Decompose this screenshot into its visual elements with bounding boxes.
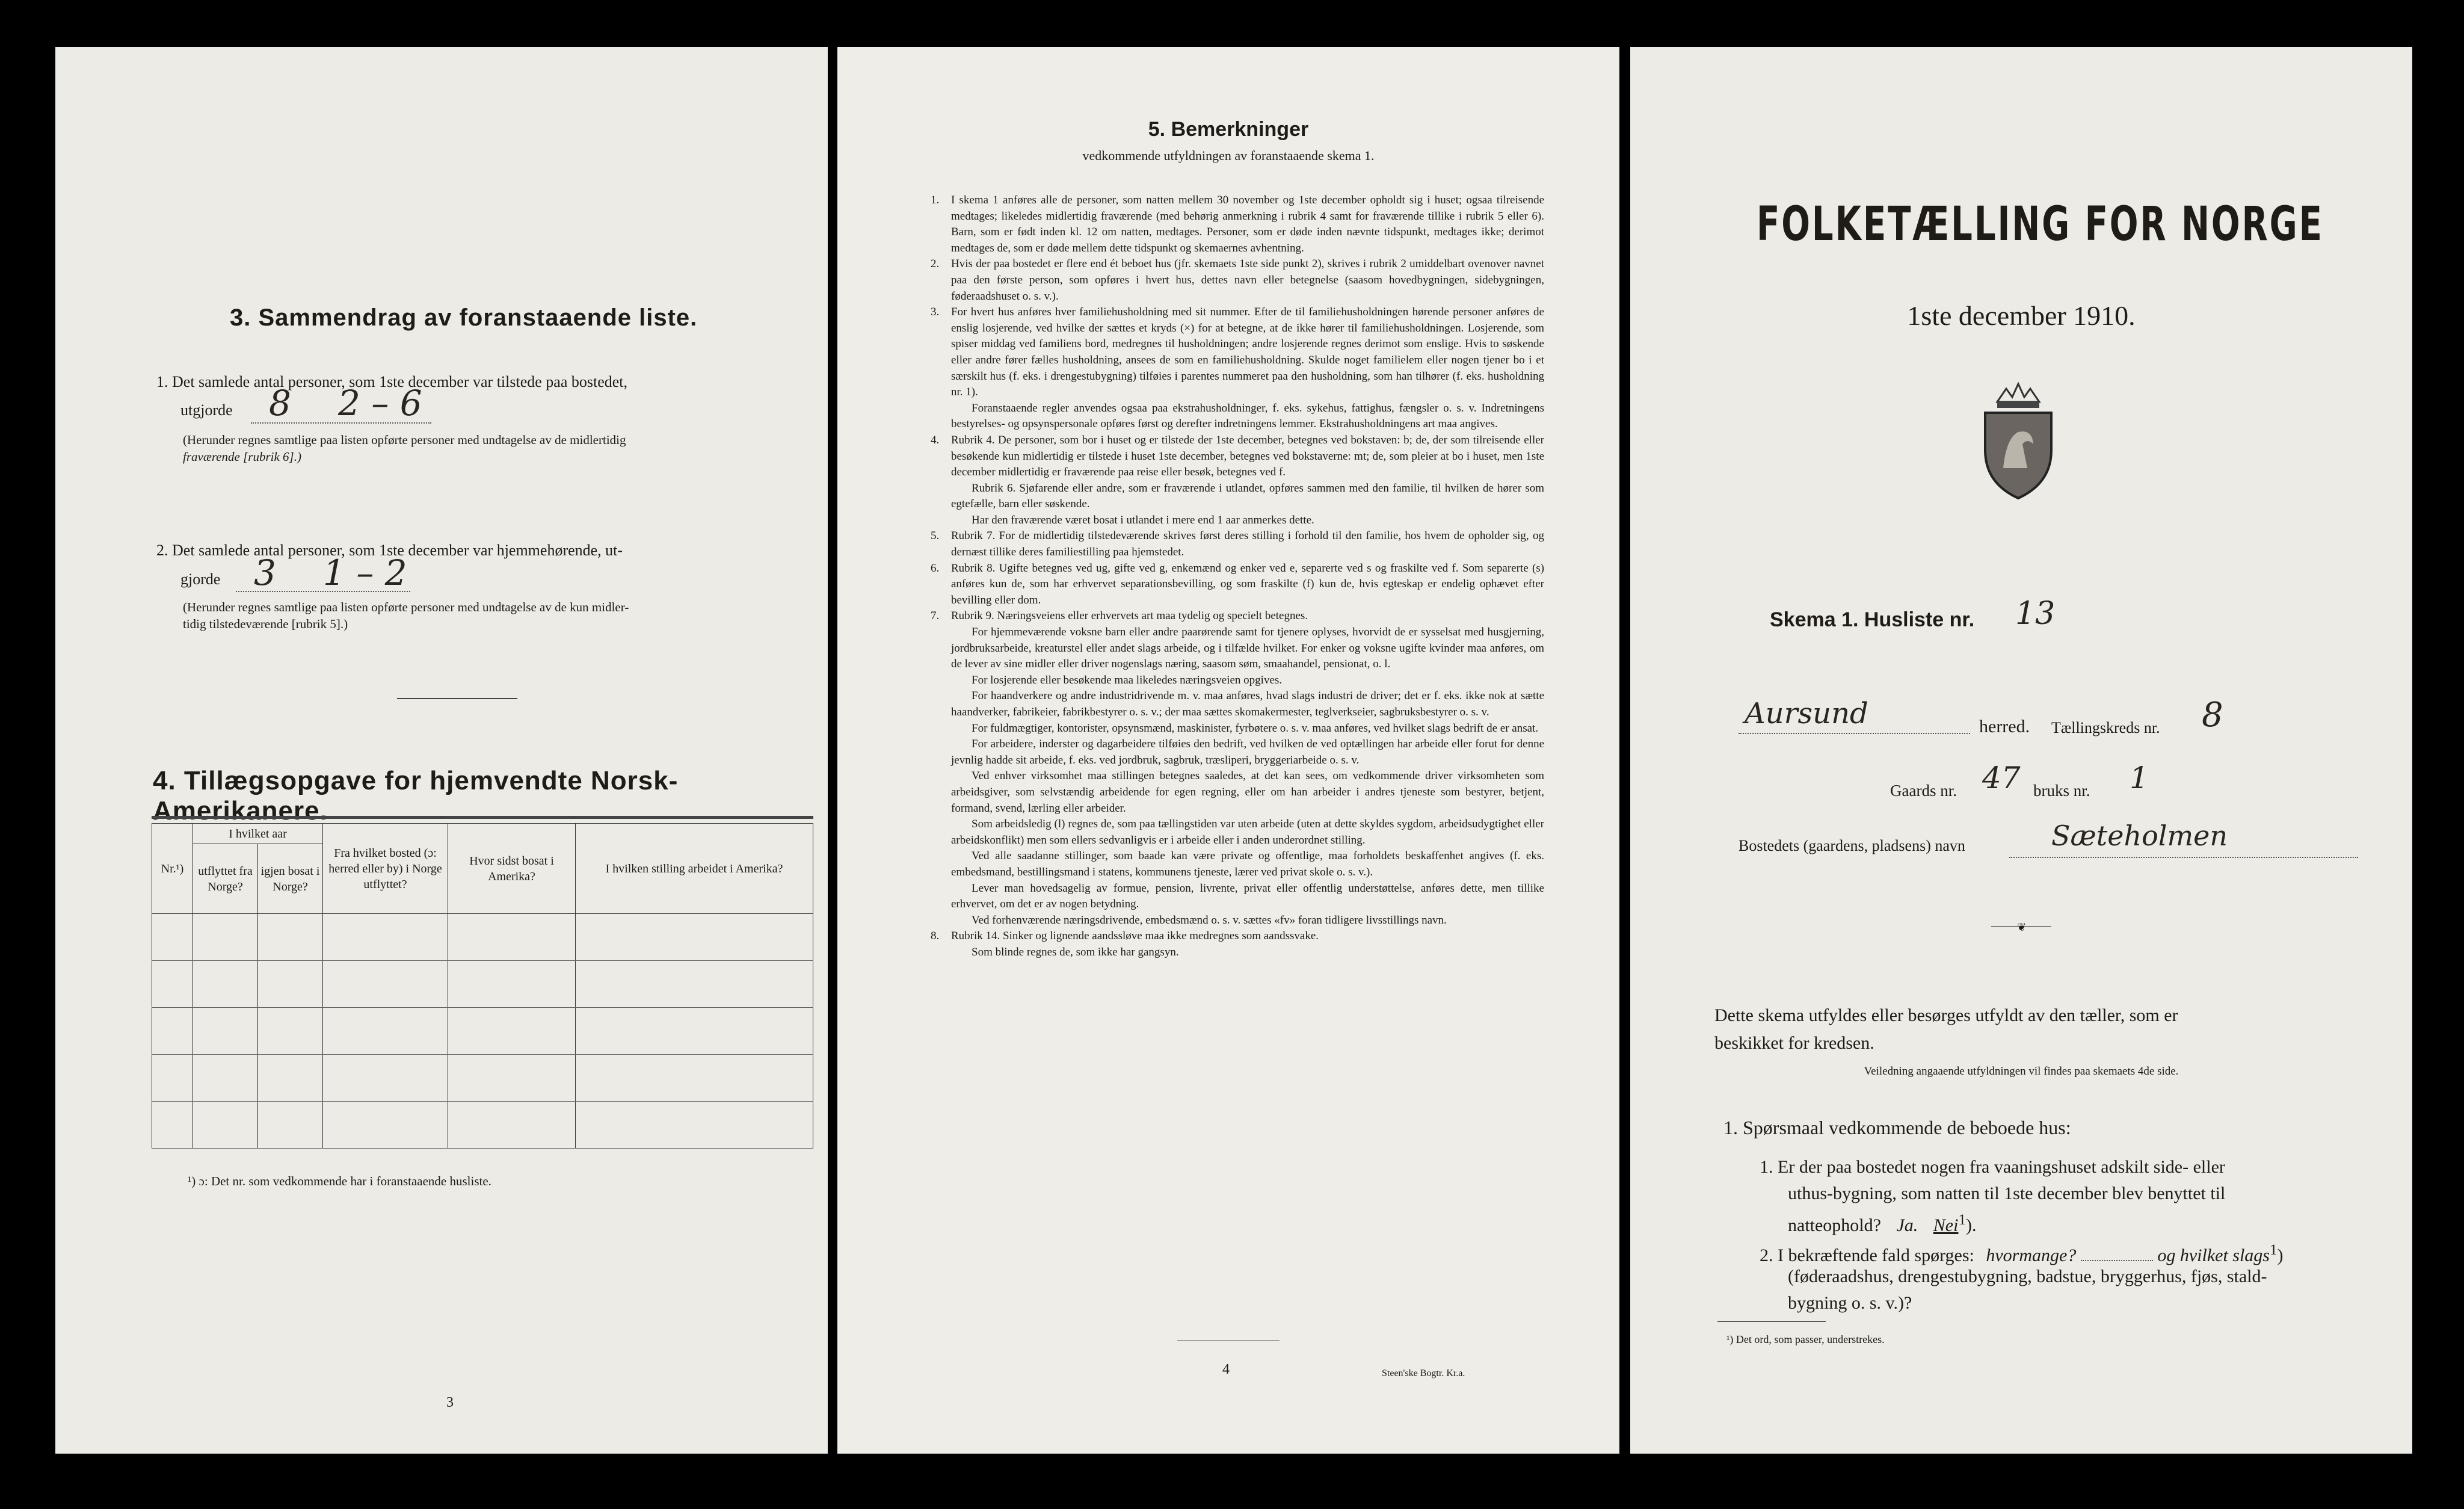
- table-rule: [152, 816, 813, 819]
- s3-item2-line: [236, 591, 410, 592]
- remark-paragraph: [931, 768, 1544, 816]
- col-nr: Nr.¹): [152, 824, 193, 914]
- q1-ja: Ja.: [1896, 1215, 1918, 1235]
- gaards-value: 47: [1982, 761, 2021, 795]
- q2-hvormange: hvormange?: [1986, 1245, 2077, 1265]
- remark-text: Foranstaaende regler anvendes ogsaa paa ekstrahusholdninger, f. eks. sykehus, fattighus, fængsler o. s. v. Indretningens bestyrelses- og opsynspersonale opføres først og derefter indretningens lemmer. Ekstrahusholdningens art maa angives.: [951, 401, 1544, 431]
- divider: [397, 698, 517, 699]
- remark-text: Hvis der paa bostedet er flere end ét beboet hus (jfr. skemaets 1ste side punkt 2), skrives i rubrik 2 umiddelbart ovenover navnet paa den første person, som opføres i hvert hus, dettes navn eller betegnelse (saasom hovedbygningen, sidebygningen, føderaadshuset o. s. v.).: [951, 258, 1544, 303]
- s3-item2-note-a: (Herunder regnes samtlige paa listen opførte personer med undtagelse av de kun midler-: [183, 600, 629, 614]
- col-stilling: I hvilken stilling arbeidet i Amerika?: [576, 824, 813, 914]
- remarks-title: 5. Bemerkninger: [1148, 118, 1309, 141]
- q1-line-c: natteophold? Ja. Nei$^1$).: [1788, 1212, 1977, 1235]
- remark-text: Har den fraværende været bosat i utlandet i mere end 1 aar anmerkes dette.: [972, 513, 1314, 526]
- remark-text: For losjerende eller besøkende maa likeledes næringsveien opgives.: [972, 673, 1283, 687]
- remark-paragraph: [931, 256, 1544, 304]
- col-bosted: Fra hvilket bosted (ɔ: herred eller by) i Norge utflyttet?: [323, 824, 448, 914]
- remark-paragraph: [931, 848, 1544, 880]
- s3-item1-value2: 2 – 6: [338, 383, 422, 424]
- page-right: [1630, 47, 2412, 1454]
- husliste-nr: 13: [2015, 596, 2056, 632]
- q1-text: natteophold?: [1788, 1215, 1881, 1235]
- remark-paragraph: [931, 673, 1544, 689]
- remark-paragraph: [931, 881, 1544, 913]
- q2-line-c: bygning o. s. v.)?: [1788, 1293, 1912, 1313]
- remark-number: 4.: [931, 433, 940, 446]
- remark-text: For hjemmeværende voksne barn eller andre paarørende samt for tjenere oplyses, hvorvidt de er sysselsat med husgjerning, jordbruksarbeide, kreaturstel eller andet slags arbeide, og i tilfælde hvilket. For enker og voksne ugifte kvinder maa anføres, om de lever av sine midler eller driver nogenslags næring, saasom søm, smaahandel, pensionat, o. l.: [951, 626, 1544, 671]
- footnote-rule: [1717, 1321, 1826, 1322]
- col-igjen: igjen bosat i Norge?: [258, 844, 323, 914]
- remark-paragraph: [931, 304, 1544, 401]
- q1-line-b: uthus-bygning, som natten til 1ste december blev benyttet til: [1788, 1183, 2226, 1203]
- right-footnote: ¹) Det ord, som passer, understrekes.: [1726, 1333, 1885, 1345]
- s4-footnote: ¹) ɔ: Det nr. som vedkommende har i foranstaaende husliste.: [188, 1174, 491, 1188]
- table-row: [152, 1102, 813, 1149]
- instruction-small: Veiledning angaaende utfyldningen vil findes paa skemaets 4de side.: [1864, 1065, 2179, 1078]
- s3-item2-prefix: gjorde: [180, 570, 221, 588]
- table-row: [152, 1055, 813, 1102]
- q2-text: 2. I bekræftende fald spørges:: [1760, 1245, 1974, 1265]
- gaards-label: Gaards nr.: [1890, 782, 1957, 800]
- remark-number: 8.: [931, 930, 940, 943]
- remark-text: Som blinde regnes de, som ikke har gangsyn.: [972, 945, 1179, 958]
- remark-paragraph: [931, 688, 1544, 720]
- s3-item1: 1. Det samlede antal personer, som 1ste december var tilstede paa bostedet,: [156, 373, 628, 390]
- q1-line-a: 1. Er der paa bostedet nogen fra vaaningshuset adskilt side- eller: [1760, 1157, 2225, 1177]
- table-row: [152, 1008, 813, 1055]
- remark-paragraph: [931, 816, 1544, 848]
- remark-paragraph: [931, 561, 1544, 609]
- remark-text: For arbeidere, inderster og dagarbeidere tilføies den bedrift, ved hvilken de ved optællingen har arbeide eller forut for denne jevnlig hadde sit arbeide, f. eks. ved jordbruk, sagbruk, træsliperi, bryggeriarbeide o. s. v.: [951, 738, 1544, 767]
- s3-item2: 2. Det samlede antal personer, som 1ste december var hjemmehørende, ut-: [156, 542, 623, 559]
- remark-paragraph: [931, 608, 1544, 625]
- q2-line-a: 2. I bekræftende fald spørges: hvormange? og hvilket slags$^1$): [1760, 1242, 2284, 1265]
- remark-paragraph: [931, 928, 1544, 945]
- bosted-line: [2009, 857, 2358, 858]
- remark-text: Rubrik 6. Sjøfarende eller andre, som er fraværende i utlandet, opføres sammen med den familie, til hvilken de hører som egtefælle, barn eller søskende.: [951, 481, 1544, 511]
- remark-text: I skema 1 anføres alle de personer, som natten mellem 30 november og 1ste december opholdt sig i huset; ogsaa tilreisende medtages; likeledes midlertidig fraværende (med behørig anmerkning i rubrik 4 samt for fraværende tillike i rubrik 5 eller 6). Barn, som er født inden kl. 12 om natten, medtages. Personer, som er døde inden nævnte tidspunkt, medtages ikke; derimot medtages de, som er døde mellem dette tidspunkt og skemaernes avhentning.: [951, 194, 1544, 255]
- page-number-left: 3: [446, 1395, 454, 1410]
- census-title: FOLKETÆLLING FOR NORGE: [1757, 197, 2324, 252]
- census-date: 1ste december 1910.: [1907, 300, 2136, 331]
- q2-slags: og hvilket slags: [2157, 1245, 2270, 1265]
- s3-item2-value2: 1 – 2: [323, 552, 407, 593]
- bosted-value: Sæteholmen: [2051, 819, 2228, 852]
- remark-text: For haandverkere og andre industridrivende m. v. maa anføres, hvad slags industri de driver; det er f. eks. ikke nok at sætte haandverker, fabrikeier, fabrikbestyrer o. s. v.; der maa sættes skomakermester, teglverkseier, sagbruksbestyrer o. s. v.: [951, 690, 1544, 718]
- remark-text: Rubrik 14. Sinker og lignende aandssløve maa ikke medregnes som aandssvake.: [951, 930, 1319, 943]
- remark-text: For fuldmægtiger, kontorister, opsynsmænd, maskinister, fyrbøtere o. s. v. maa anføres, ved hvilket slags bedrift de er ansat.: [972, 721, 1539, 735]
- remark-paragraph: [931, 528, 1544, 560]
- page-middle: [837, 47, 1619, 1454]
- remark-paragraph: [931, 513, 1544, 529]
- remark-paragraph: [931, 913, 1544, 929]
- page-number-mid: 4: [1222, 1362, 1230, 1377]
- remark-number: 3.: [931, 306, 940, 319]
- remarks-list: [931, 193, 1544, 961]
- kreds-label: Tællingskreds nr.: [2051, 719, 2160, 736]
- remark-text: Ved alle saadanne stillinger, som baade kan være private og offentlige, maa forholdets beskaffenhet angives (f. eks. embedsmand, bestillingsmand i statens, kommunens tjeneste, lærer ved privat skole o. s. v.).: [951, 850, 1544, 878]
- remark-paragraph: [931, 481, 1544, 513]
- s3-item2-note-b: tidig tilstedeværende [rubrik 5].): [183, 617, 348, 631]
- remark-paragraph: [931, 625, 1544, 673]
- col-amerika: Hvor sidst bosat i Amerika?: [448, 824, 576, 914]
- section4-title: 4. Tillægsopgave for hjemvendte Norsk-Amerikanere.: [153, 766, 679, 825]
- s3-item1-prefix: utgjorde: [180, 401, 233, 419]
- table-row: [152, 961, 813, 1008]
- q2-line-b: (føderaadshus, drengestubygning, badstue, bryggerhus, fjøs, stald-: [1788, 1267, 2267, 1286]
- remark-text: Som arbeidsledig (l) regnes de, som paa tællingstiden var uten arbeide (uten at dette skyldes sygdom, arbeidsudygtighet eller arbeidskonflikt) men som ellers sedvanligvis er i arbeide eller i anden underordnet stilling.: [951, 818, 1544, 847]
- remark-text: Rubrik 9. Næringsveiens eller erhvervets art maa tydelig og specielt betegnes.: [951, 609, 1308, 623]
- ornament-divider: ❦: [1991, 919, 2051, 934]
- bosted-label: Bostedets (gaardens, pladsens) navn: [1739, 837, 1965, 854]
- s3-item1-note-b: fraværende [rubrik 6].): [183, 449, 301, 464]
- remark-paragraph: [931, 401, 1544, 433]
- questions-heading: 1. Spørsmaal vedkommende de beboede hus:: [1723, 1117, 2071, 1138]
- remark-text: For hvert hus anføres hver familiehusholdning med sit nummer. Efter de til familiehusholdningen hørende personer anføres de enslig losjerende, ved hvilke der sættes et kryds (×) for at betegne, at de ikke hører til familiehusholdningen. Losjerende, som spiser middag ved familiens bord, medregnes til husholdningen; andre losjerende regnes derimot som enslige. Hvis to søskende eller andre fører fælles husholdning, ansees de som en familiehusholdning. Skulde noget familielem eller nogen tjener bo i et særskilt hus (f. eks. i drengestubygning) tilføies i parentes nummeret paa den husholdning, som han tilhører (f. eks. husholdning nr. 1).: [951, 306, 1544, 399]
- col-group-aar: I hvilket aar: [193, 824, 323, 844]
- remark-paragraph: [931, 433, 1544, 481]
- s3-item1-value: 8: [269, 383, 291, 424]
- remark-text: Rubrik 8. Ugifte betegnes ved ug, gifte ved g, enkemænd og enker ved e, separerte ved s og fraskilte ved f. Som separerte (s) anføres kun de, som har erhvervet separationsbevilling, og som fraskilte (f) kun de, hvis egteskap er endelig ophævet efter bevilling eller dom.: [951, 561, 1544, 606]
- remark-text: Ved enhver virksomhet maa stillingen betegnes saaledes, at det kan sees, om vedkommende driver virksomheten som arbeidsgiver, som selvstændig arbeidende for egen regning, eller om han arbeider i andres tjeneste som bestyrer, betjent, formand, svend, lærling eller arbeider.: [951, 770, 1544, 815]
- table-row: [152, 914, 813, 961]
- remark-number: 2.: [931, 258, 940, 271]
- col-utflyttet: utflyttet fra Norge?: [193, 844, 258, 914]
- remark-number: 6.: [931, 561, 940, 575]
- coat-of-arms-icon: [1973, 378, 2063, 504]
- norsk-amerikanere-table: [152, 823, 813, 1149]
- herred-value: Aursund: [1745, 697, 1868, 730]
- instruction-1: Dette skema utfyldes eller besørges utfyldt av den tæller, som er: [1714, 1005, 2178, 1025]
- remark-text: Rubrik 7. For de midlertidig tilstedeværende skrives først deres stilling i forhold til den familie, hos hvem de opholder sig, og dernæst tillike deres familiestilling paa hjemstedet.: [951, 529, 1544, 559]
- remark-text: Ved forhenværende næringsdrivende, embedsmænd o. s. v. sættes «fv» foran tidligere livsstillings navn.: [972, 913, 1447, 927]
- bruks-label: bruks nr.: [2033, 782, 2090, 800]
- s3-item1-note-a: (Herunder regnes samtlige paa listen opførte personer med undtagelse av de midlertidig: [183, 433, 626, 447]
- instruction-2: beskikket for kredsen.: [1714, 1033, 1874, 1053]
- remark-number: 7.: [931, 609, 940, 623]
- printer-mark: Steen'ske Bogtr. Kr.a.: [1382, 1368, 1465, 1378]
- remark-paragraph: [931, 721, 1544, 737]
- bruks-value: 1: [2130, 761, 2149, 795]
- section3-title: 3. Sammendrag av foranstaaende liste.: [230, 304, 698, 331]
- kreds-value: 8: [2202, 696, 2223, 735]
- remarks-subtitle: vedkommende utfyldningen av foranstaaende skema 1.: [1082, 148, 1375, 163]
- s3-item2-value: 3: [254, 552, 276, 593]
- remark-text: Rubrik 4. De personer, som bor i huset og er tilstede der 1ste december, betegnes ved bokstaven: b; de, der som tilreisende eller besøkende kun midlertidig er tilstede i huset 1ste december, betegnes ved bokstaverne: mt; de, som pleier at bo i huset, men 1ste december midlertidig er fraværende paa reise eller besøk, betegnes ved f.: [951, 433, 1544, 479]
- page-left: [55, 47, 828, 1454]
- herred-label: herred.: [1979, 717, 2030, 736]
- remark-paragraph: [931, 193, 1544, 256]
- remark-text: Lever man hovedsagelig av formue, pension, livrente, privat eller offentlig understøttelse, anføres dette, men tillike erhvervet, om det er av nogen betydning.: [951, 881, 1544, 911]
- remark-paragraph: [931, 736, 1544, 768]
- remark-paragraph: [931, 945, 1544, 961]
- schema-label: Skema 1. Husliste nr.: [1770, 608, 1975, 631]
- s3-item1-line: [251, 422, 431, 424]
- herred-line: [1739, 733, 1970, 734]
- q1-nei: Nei: [1933, 1215, 1959, 1235]
- remark-number: 5.: [931, 529, 940, 543]
- remark-number: 1.: [931, 194, 940, 206]
